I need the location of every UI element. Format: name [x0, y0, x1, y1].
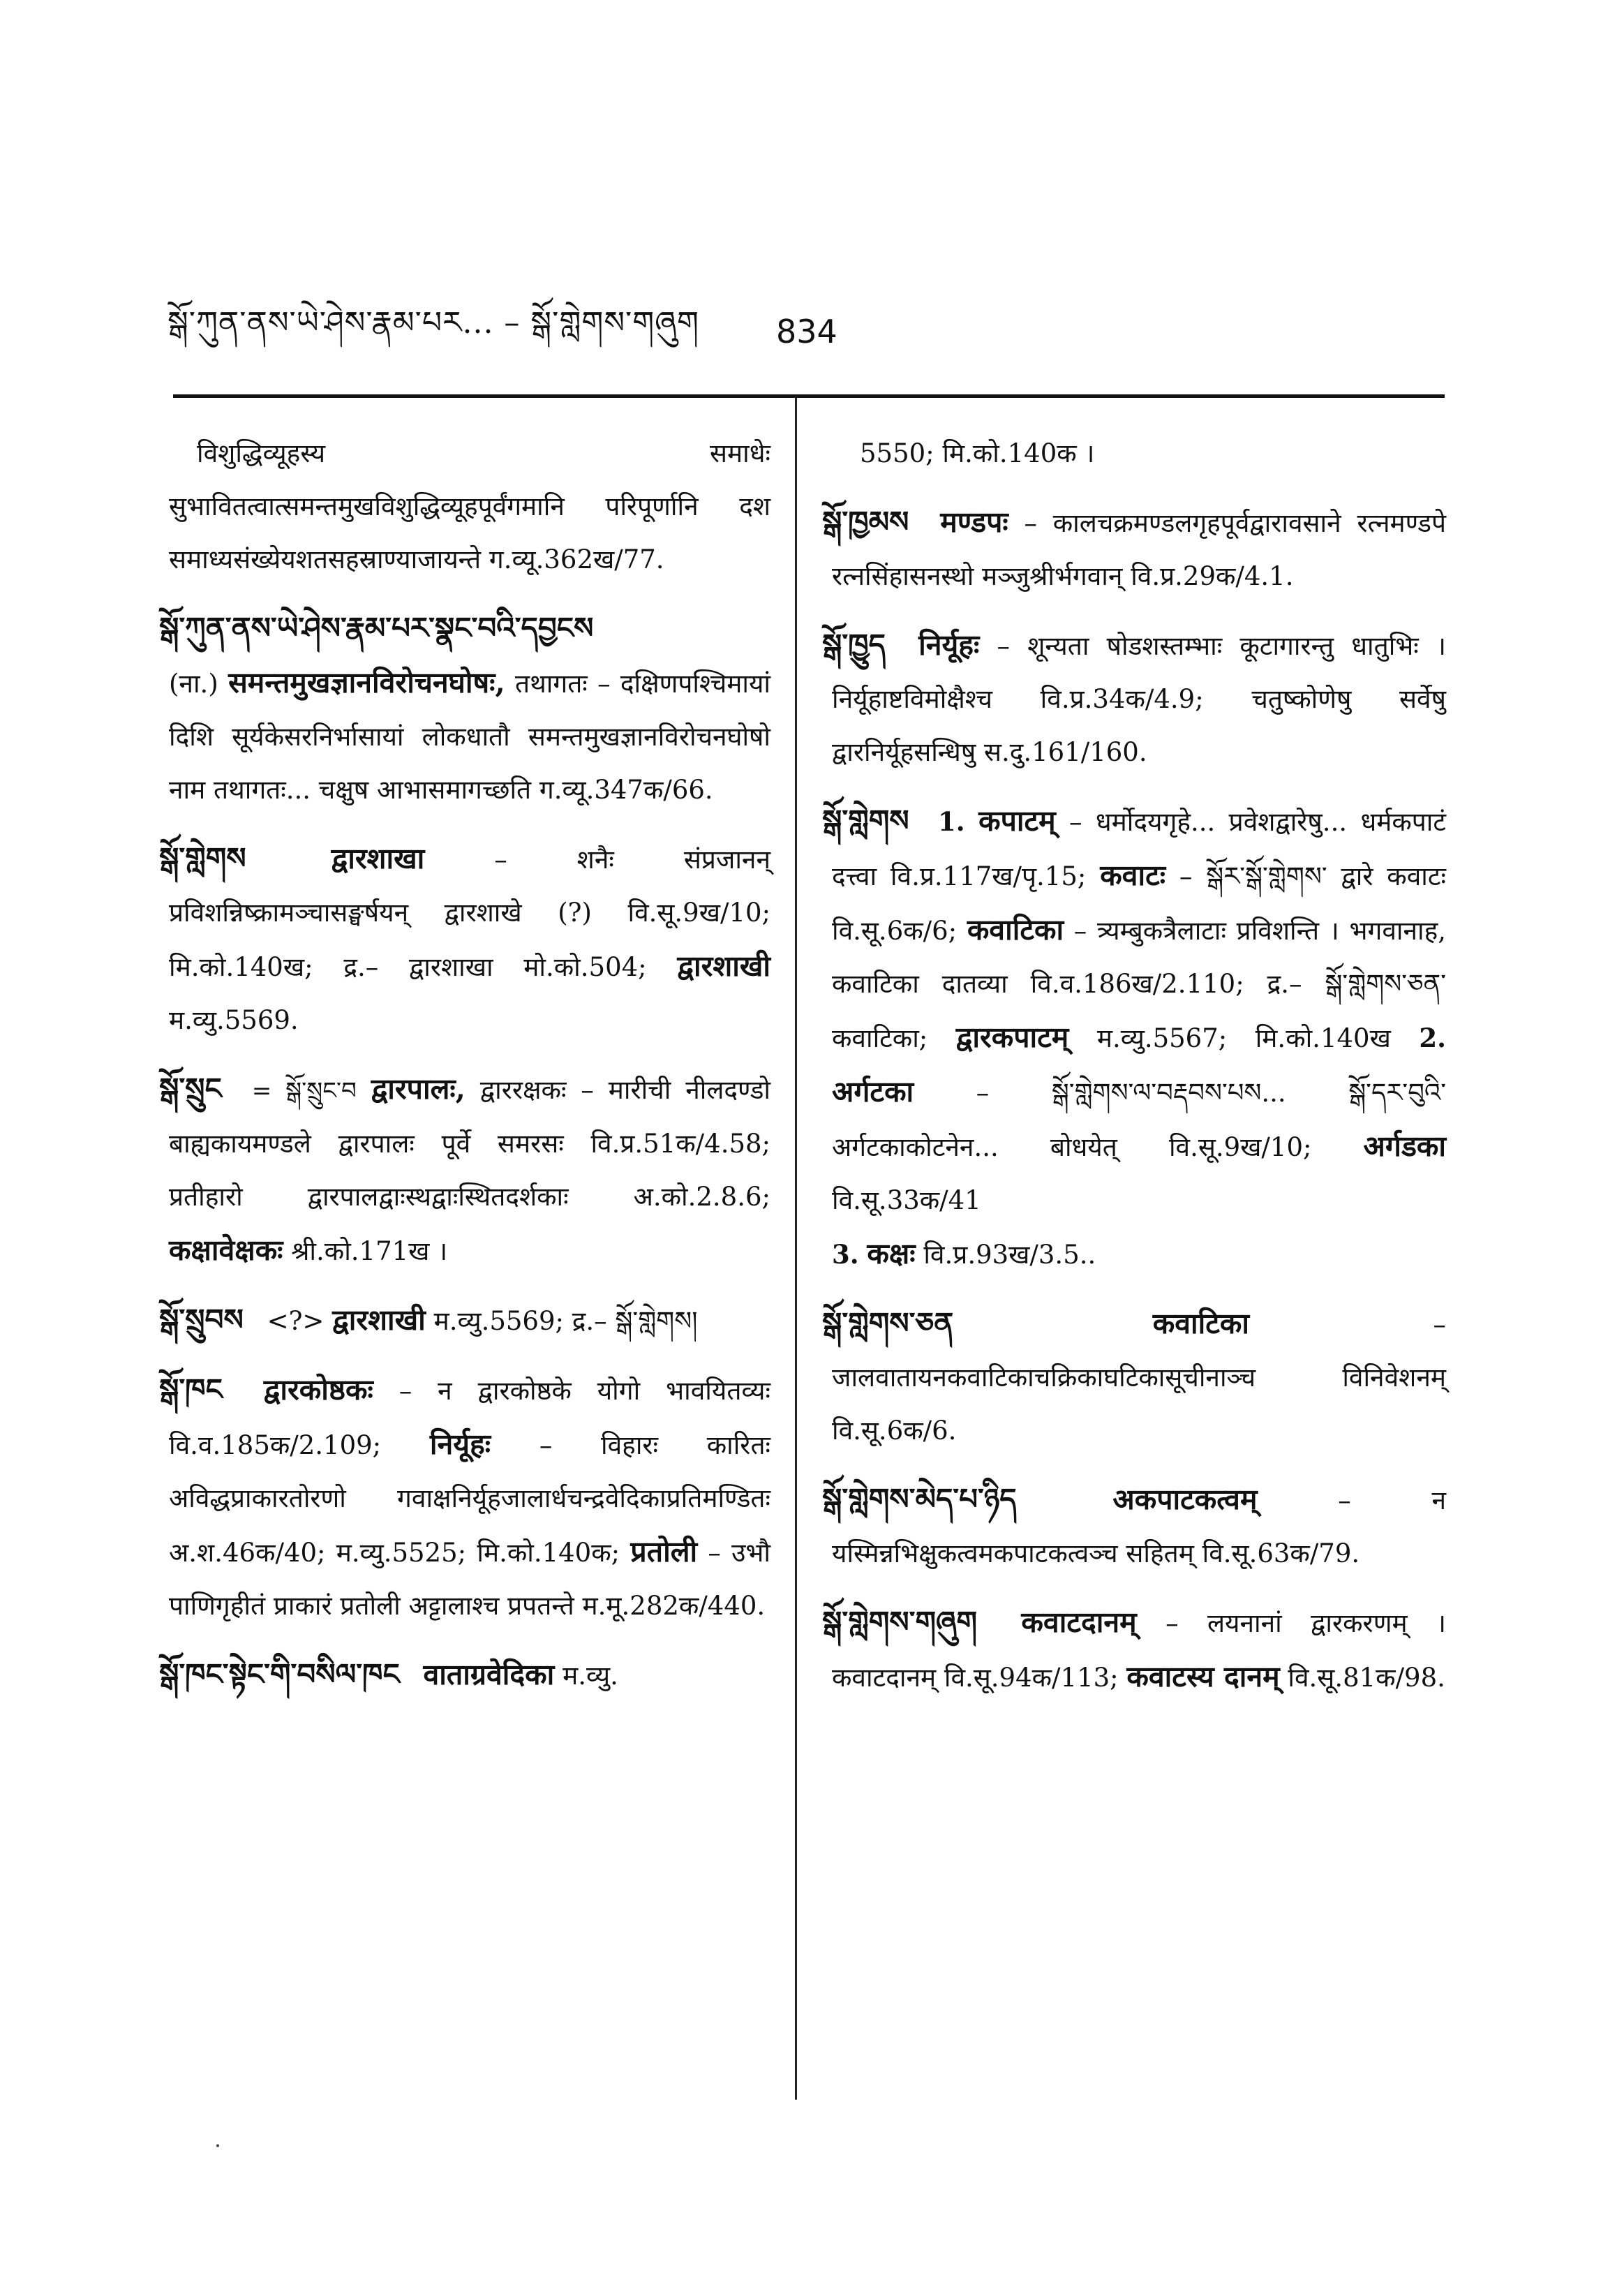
dictionary-entry: [822, 496, 1446, 603]
dictionary-entry: [822, 1596, 1446, 1705]
sanskrit-equivalent: निर्यूहः: [918, 628, 980, 662]
left-column: [159, 427, 771, 1718]
sanskrit-equivalent: कवाटिका: [967, 913, 1064, 947]
entry-prefix: <?>: [267, 1306, 325, 1336]
dictionary-entry: [159, 832, 770, 1047]
dictionary-entry: [159, 1293, 770, 1348]
sanskrit-equivalent: कपाटम्: [978, 804, 1056, 838]
entry-text: 5550; मि.को.140क ।: [860, 438, 1095, 468]
column-divider: [795, 396, 797, 2100]
tibetan-headword: སྒོ་གླེགས: [822, 803, 909, 838]
sanskrit-equivalent: द्वारकपाटम्: [955, 1021, 1069, 1054]
sanskrit-equivalent: कवाटिका: [1152, 1307, 1249, 1340]
sanskrit-equivalent: वाताग्रवेदिका: [423, 1658, 555, 1691]
entry-text: श्री.को.171ख ।: [291, 1236, 448, 1266]
sanskrit-equivalent: अर्गटका: [832, 1075, 914, 1108]
entry-text: – न द्वारकोष्ठके योगो भावयितव्यः वि.व.185क/2.109;: [169, 1376, 770, 1460]
sanskrit-equivalent: अकपाटकत्वम्: [1112, 1483, 1258, 1516]
dictionary-entry: [159, 1648, 770, 1702]
tibetan-headword: སྒོ་ཁང་སྟེང་གི་བསིལ་ཁང: [159, 1657, 400, 1691]
sanskrit-equivalent: कवाटः: [1100, 859, 1166, 892]
sanskrit-equivalent: मण्डपः: [940, 505, 1008, 539]
page-number: 834: [776, 313, 837, 350]
tibetan-headword: སྒོ་གླེགས་མེད་པ་ཉིད: [822, 1482, 1017, 1516]
tibetan-headword: སྒོ་གླེགས་གཞུག: [822, 1605, 978, 1639]
tibetan-headword: སྒོ་ཁྱུད: [822, 628, 886, 662]
entry-text: वि.सू.81क/98.: [1288, 1663, 1445, 1693]
sanskrit-equivalent: द्वारपालः,: [371, 1072, 465, 1106]
entry-text: वि.प्र.93ख/3.5..: [923, 1240, 1096, 1270]
sanskrit-equivalent: द्वारकोष्ठकः: [263, 1373, 373, 1407]
scan-speck: [216, 2144, 219, 2147]
sanskrit-equivalent: द्वारशाखा: [331, 842, 425, 875]
entry-text: – उभौ पाणिगृहीतं प्राकारं प्रतोली अट्टालाश्च प्रपतन्ते म.मू.282क/440.: [169, 1538, 771, 1621]
sanskrit-equivalent: कक्षावेक्षकः: [169, 1233, 283, 1267]
dictionary-entry: [159, 1363, 771, 1633]
entry-text: – विहारः कारितः अविद्धप्राकारतोरणो गवाक्षनिर्यूहजालार्धचन्द्रवेदिकाप्रतिमण्डितः अ.श.46क/40; म.व्यु.5525; मि.को.140क;: [169, 1430, 771, 1568]
entry-text: म.व्यु.5569; द्र.– སྒོ་གླེགས།: [433, 1306, 698, 1336]
entry-text: म.व्यु.5569.: [169, 1005, 299, 1035]
entry-text: – སྒོར་སྒོ་གླེགས་ द्वारे कवाटः वि.सू.6क/6;: [832, 861, 1446, 946]
sanskrit-equivalent: द्वारशाखी: [677, 949, 770, 983]
entry-text: म.व्यु.: [563, 1661, 618, 1691]
sense-number: 3.: [832, 1239, 859, 1270]
continuation-text: [169, 427, 770, 586]
sanskrit-equivalent: कवाटस्य दानम्: [1126, 1660, 1280, 1693]
sense-number: 1.: [938, 806, 965, 837]
dictionary-entry: [159, 602, 770, 817]
entry-text: – त्र्यम्बुकत्रैलाटाः प्रविशन्ति । भगवानाह, कवाटिका दातव्या वि.व.186ख/2.110; द्र.– སྒོ་གླེགས་ཅན་ कवाटिका;: [832, 916, 1447, 1053]
entry-text: – शून्यता षोडशस्तम्भाः कूटागारन्तु धातुभिः । निर्यूहाष्टविमोक्षैश्च वि.प्र.34क/4.9; चतुष्कोणेषु सर्वेषु द्वारनिर्यूहसन्धिषु स.दु.161/160.: [832, 631, 1446, 767]
entry-text: द्वाररक्षकः – मारीची नीलदण्डो बाह्यकायमण्डले द्वारपालः पूर्वे समरसः वि.प्र.51क/4.58; प्रतीहारो द्वारपालद्वाःस्थद्वाःस्थितदर्शकाः अ.को.2.8.6;: [169, 1075, 771, 1212]
entry-text: – कालचक्रमण्डलगृहपूर्वद्वारावसाने रत्नमण्डपे रत्नसिंहासनस्थो मञ्जुश्रीर्भगवान् वि.प्र.29क/4.1.: [832, 508, 1446, 591]
right-column: [822, 427, 1447, 1720]
entry-text: – लयनानां द्वारकरणम् । कवाटदानम् वि.सू.94क/113;: [832, 1608, 1446, 1693]
sense-number: 2.: [1419, 1023, 1446, 1053]
tibetan-headword: སྒོ་གླེགས: [159, 841, 246, 875]
entry-text: वि.सू.33क/41: [832, 1185, 981, 1215]
entry-text: – जालवातायनकवाटिकाचक्रिकाघटिकासूचीनाञ्च विनिवेशनम् वि.सू.6क/6.: [832, 1309, 1446, 1446]
sanskrit-equivalent: प्रतोली: [630, 1535, 698, 1568]
running-header: [167, 304, 865, 359]
tibetan-headword: སྒོ་སྲུང: [159, 1071, 222, 1106]
entry-text: – न यस्मिन्नभिक्षुकत्वमकपाटकत्वञ्च सहितम् वि.सू.63क/79.: [832, 1485, 1447, 1568]
dictionary-entry: [822, 1473, 1447, 1580]
sanskrit-equivalent: द्वारशाखी: [332, 1303, 426, 1337]
entry-text: – शनैः संप्रजानन् प्रविशन्निष्क्रामञ्चासङ्घर्षयन् द्वारशाखे (?) वि.सू.9ख/10; मि.को.140ख; द्र.– द्वारशाखा मो.को.504;: [169, 845, 770, 982]
entry-prefix: (ना.): [169, 669, 218, 699]
dictionary-entry: [822, 1297, 1446, 1457]
entry-text: तथागतः – दक्षिणपश्चिमायां दिशि सूर्यकेसरनिर्भासायां लोकधातौ समन्तमुखज्ञानविरोचनघोषो नाम तथागतः... चक्षुष आभासमागच्छति ग.व्यू.347क/66.: [169, 669, 770, 805]
sanskrit-equivalent: समन्तमुखज्ञानविरोचनघोषः,: [228, 666, 505, 699]
sanskrit-equivalent: कवाटदानम्: [1021, 1605, 1137, 1639]
tibetan-headword: སྒོ་སྲུབས: [159, 1303, 244, 1337]
dictionary-entry: [822, 794, 1447, 1282]
tibetan-headword: སྒོ་གླེགས་ཅན: [822, 1306, 954, 1340]
sanskrit-equivalent: निर्यूहः: [429, 1427, 491, 1461]
entry-prefix: = སྒོ་སྲུང་བ: [251, 1077, 357, 1105]
entry-text: – སྒོ་གླེགས་ལ་བརྡབས་པས... སྒོ་དར་བུའི་ अर्गटकाकोटनेन... बोधयेत् वि.सू.9ख/10;: [832, 1078, 1446, 1162]
tibetan-headword: སྒོ་ཁང: [159, 1372, 223, 1407]
entry-text: – धर्मोदयगृहे... प्रवेशद्वारेषु... धर्मकपाटं दत्त्वा वि.प्र.117ख/पृ.15;: [832, 807, 1447, 891]
entry-text: म.व्यु.5567; मि.को.140ख: [1096, 1023, 1391, 1053]
sanskrit-equivalent: अर्गडका: [1363, 1129, 1446, 1163]
entry-text: विशुद्धिव्यूहस्य समाधेः सुभावितत्वात्समन्तमुखविशुद्धिव्यूहपूर्वंगमानि परिपूर्णानि दश समाध्यसंख्येयशतसहस्राण्याजायन्ते ग.व्यू.362ख/77.: [169, 438, 770, 574]
tibetan-headword: སྒོ་ཀུན་ནས་ཡེ་ཤེས་རྣམ་པར་སྣང་བའི་དབྱངས: [159, 611, 594, 645]
sanskrit-equivalent: कक्षः: [867, 1237, 916, 1270]
dictionary-entry: [822, 618, 1446, 779]
tibetan-headword: སྒོ་ཁྱམས: [822, 505, 909, 539]
header-title: སྒོ་ཀུན་ནས་ཡེ་ཤེས་རྣམ་པར... – སྒོ་གླེགས་གཞུག: [167, 305, 700, 341]
header-rule: [173, 394, 1445, 398]
dictionary-entry: [159, 1062, 771, 1278]
continuation-text: [832, 427, 1446, 480]
